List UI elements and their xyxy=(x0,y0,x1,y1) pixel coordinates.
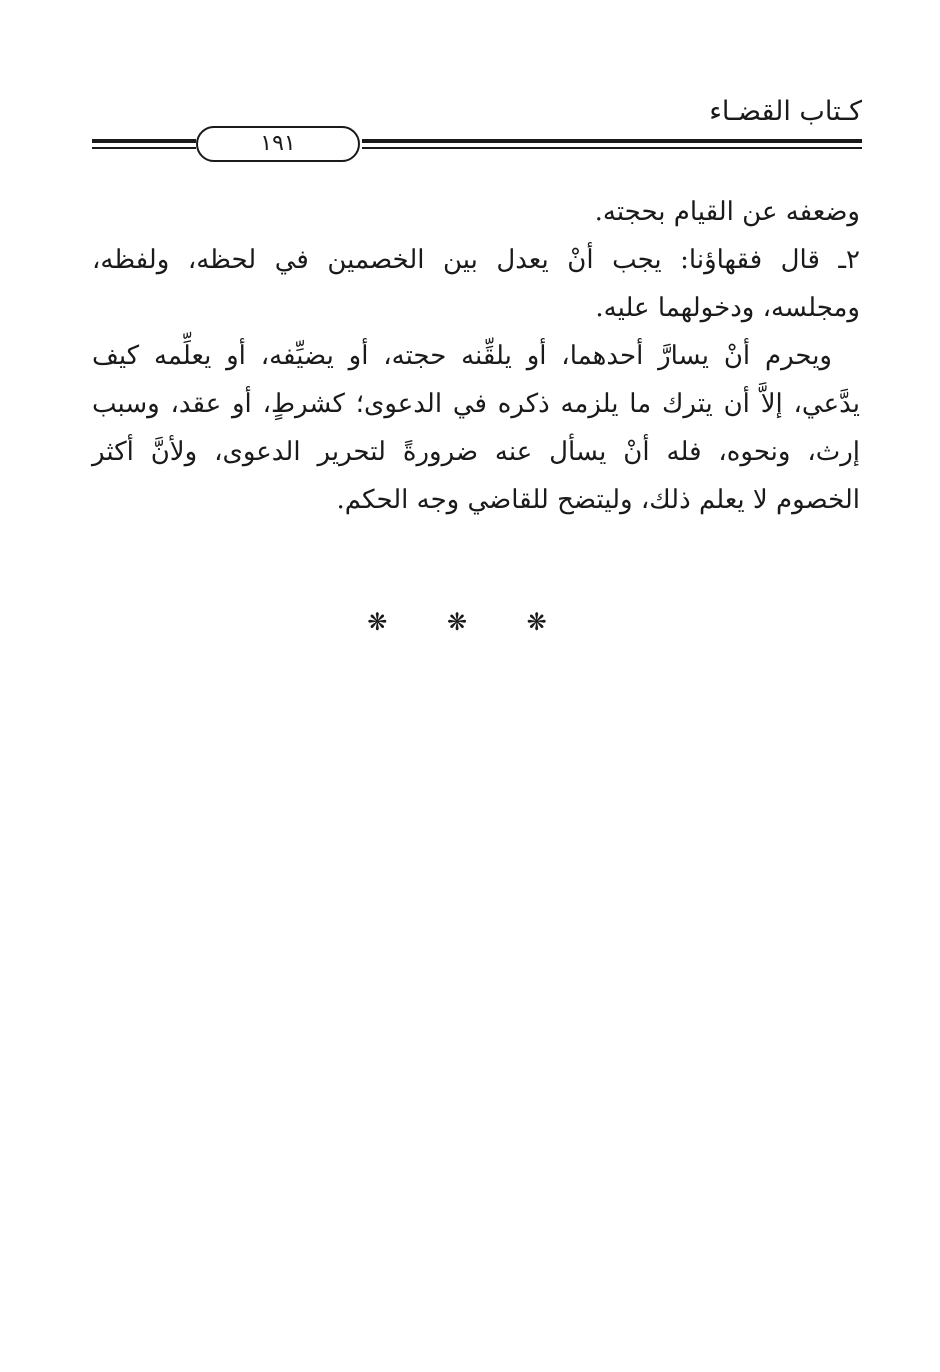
section-separator: ❋ ❋ ❋ xyxy=(367,608,573,636)
running-title: كـتاب القضـاء xyxy=(709,96,862,127)
paragraph-1: وضعفه عن القيام بحجته. xyxy=(594,197,860,227)
body-text xyxy=(92,188,860,524)
page-number: ١٩١ xyxy=(196,126,360,162)
rule-thick-left xyxy=(92,139,196,143)
rule-thin-right xyxy=(362,147,862,149)
rule-thick-right xyxy=(362,139,862,143)
rule-thin-left xyxy=(92,147,196,149)
paragraph-3: ويحرم أنْ يسارَّ أحدهما، أو يلقِّنه حجته، أو يضيِّفه، أو يعلِّمه كيف يدَّعي، إلاَّ أن يترك ما يلزمه ذكره في الدعوى؛ كشرطٍ، أو عقد، وسبب إرث، ونحوه، فله أنْ يسأل عنه ضرورةً لتحرير الدعوى، ولأنَّ أكثر الخصوم لا يعلم ذلك، وليتضح للقاضي وجه الحكم. xyxy=(92,341,860,515)
paragraph-2: ٢ـ قال فقهاؤنا: يجب أنْ يعدل بين الخصمين في لحظه، ولفظه، ومجلسه، ودخولهما عليه. xyxy=(92,245,860,323)
header-rule xyxy=(92,131,862,158)
